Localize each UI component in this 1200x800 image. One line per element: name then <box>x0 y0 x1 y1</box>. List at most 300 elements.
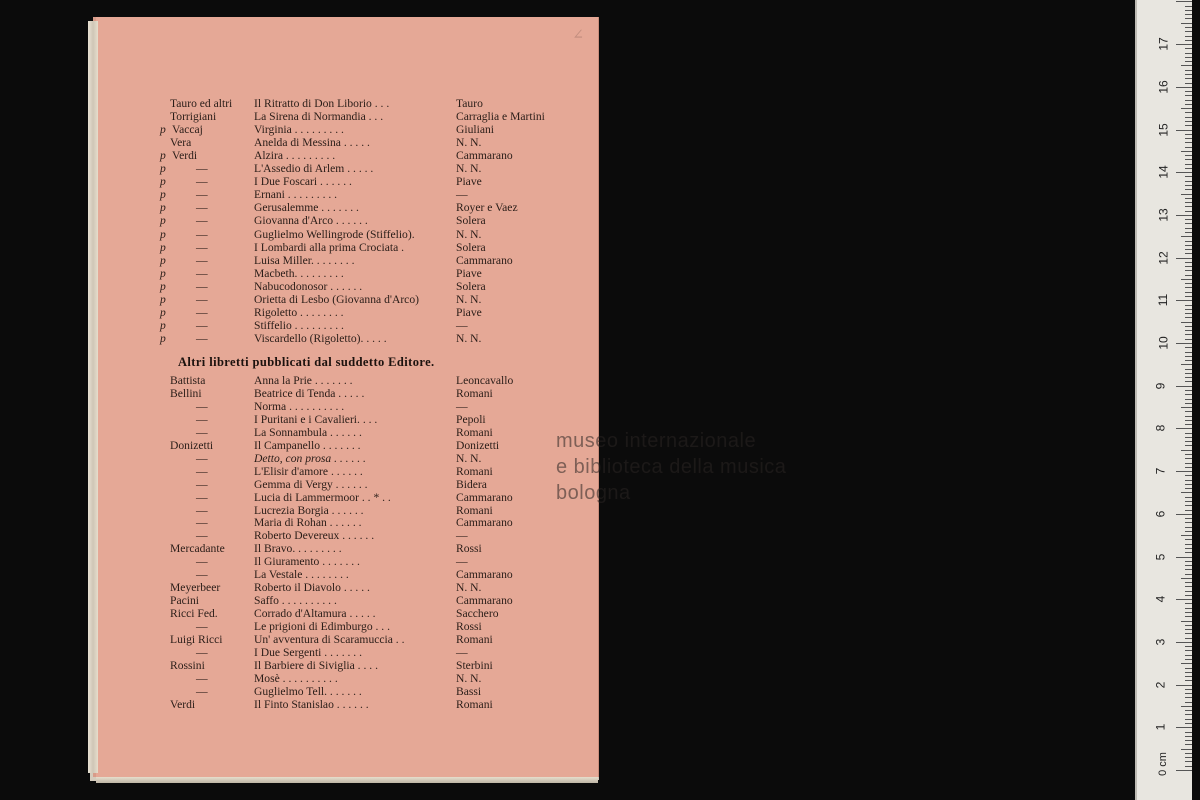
entry-librettist: Cammarano <box>456 490 513 504</box>
ruler-tick <box>1181 407 1192 408</box>
ruler-tick <box>1185 390 1192 391</box>
entry-title: Orietta di Lesbo (Giovanna d'Arco) <box>254 292 419 306</box>
entry-librettist: N. N. <box>456 162 482 176</box>
ruler-tick <box>1181 108 1192 109</box>
ruler-tick <box>1185 569 1192 570</box>
entry-title: Ernani . . . . . . . . . <box>254 188 338 202</box>
ruler-tick <box>1185 467 1192 468</box>
ruler-tick <box>1185 463 1192 464</box>
libretto-entry <box>96 698 598 711</box>
ruler-tick <box>1176 44 1192 45</box>
entry-librettist: Cammarano <box>456 516 513 530</box>
entry-librettist: Solera <box>456 279 486 293</box>
libretto-entry <box>96 516 598 529</box>
ruler-tick <box>1185 629 1192 630</box>
entry-title: I Due Sergenti . . . . . . . <box>254 645 362 659</box>
entry-title: Beatrice di Tenda . . . . . <box>254 386 365 400</box>
entry-title: Roberto Devereux . . . . . . <box>254 529 375 543</box>
ruler-tick <box>1185 633 1192 634</box>
ruler-tick <box>1185 744 1192 745</box>
entry-title: I Puritani e i Cavalieri. . . . <box>254 412 378 426</box>
entry-composer: — <box>196 318 208 332</box>
entry-title: Nabucodonosor . . . . . . <box>254 279 363 293</box>
ruler-tick <box>1185 672 1192 673</box>
entry-composer: — <box>196 240 208 254</box>
ruler-tick <box>1185 223 1192 224</box>
entry-composer: Bellini <box>170 386 202 400</box>
entry-librettist: N. N. <box>456 292 482 306</box>
entry-title: Il Finto Stanislao . . . . . . <box>254 697 369 711</box>
ruler-number: 11 <box>1156 294 1171 307</box>
ruler-number: 16 <box>1156 80 1171 94</box>
ruler-tick <box>1181 492 1192 493</box>
libretto-back-cover <box>96 17 599 777</box>
entry-composer: — <box>196 425 208 439</box>
entry-librettist: Romani <box>456 633 493 646</box>
entry-librettist: Cammarano <box>456 568 513 582</box>
ruler-tick <box>1181 364 1192 365</box>
ruler-tick <box>1181 749 1192 750</box>
ruler-tick <box>1185 57 1192 58</box>
entry-prefix: p <box>160 162 166 176</box>
entry-title: Guglielmo Tell. . . . . . . <box>254 684 362 698</box>
ruler-tick <box>1185 74 1192 75</box>
ruler-tick <box>1181 450 1192 451</box>
ruler-tick <box>1185 497 1192 498</box>
entry-composer: — <box>196 305 208 319</box>
ruler-number: 6 <box>1153 510 1168 518</box>
ruler-tick <box>1185 36 1192 37</box>
libretto-entry <box>96 594 598 607</box>
ruler-tick <box>1185 245 1192 246</box>
libretto-entry <box>96 175 598 188</box>
entry-title: La Sirena di Normandia . . . <box>254 110 384 124</box>
entry-librettist: N. N. <box>456 581 482 595</box>
entry-librettist: Rossi <box>456 542 482 556</box>
ruler-tick <box>1185 420 1192 421</box>
libretto-entry <box>96 607 598 620</box>
entry-title: Corrado d'Altamura . . . . . <box>254 607 376 621</box>
entry-prefix: p <box>160 292 166 306</box>
ruler-tick <box>1185 232 1192 233</box>
entry-composer: Ricci Fed. <box>170 607 218 621</box>
entry-librettist: — <box>456 399 468 413</box>
ruler-tick <box>1185 117 1192 118</box>
libretto-entry <box>96 620 598 633</box>
entry-composer: — <box>196 671 208 685</box>
entry-title: Viscardello (Rigoletto). . . . . <box>254 331 387 345</box>
ruler-tick <box>1185 565 1192 566</box>
entry-composer: — <box>196 516 208 530</box>
ruler-tick <box>1185 334 1192 335</box>
libretto-entry <box>96 542 598 555</box>
ruler-number: 5 <box>1153 553 1168 560</box>
ruler-tick <box>1185 27 1192 28</box>
entry-title: Gemma di Vergy . . . . . . <box>254 477 368 491</box>
ruler-tick <box>1185 680 1192 681</box>
ruler-tick <box>1185 198 1192 199</box>
libretto-entry <box>96 241 598 254</box>
ruler-tick <box>1185 125 1192 126</box>
entry-composer: — <box>196 568 208 582</box>
ruler-tick <box>1185 608 1192 609</box>
ruler-tick <box>1185 6 1192 7</box>
ruler-tick <box>1185 369 1192 370</box>
entry-composer: — <box>196 684 208 698</box>
entry-composer: Verdi <box>170 697 196 711</box>
ruler-tick <box>1185 53 1192 54</box>
ruler-tick <box>1185 394 1192 395</box>
ruler-tick <box>1176 471 1192 472</box>
entry-title: Il Ritratto di Don Liborio . . . <box>254 97 390 110</box>
ruler-tick <box>1185 574 1192 575</box>
ruler-tick <box>1185 112 1192 113</box>
libretto-entry <box>96 293 598 306</box>
libretto-entry <box>96 452 598 465</box>
entry-prefix: p <box>160 279 166 293</box>
entry-prefix: p <box>160 266 166 280</box>
ruler-tick <box>1176 770 1192 771</box>
ruler-tick <box>1176 685 1192 686</box>
libretto-entry <box>96 685 598 698</box>
entry-composer: — <box>196 555 208 569</box>
entry-prefix: p <box>160 175 166 189</box>
ruler-tick <box>1185 31 1192 32</box>
ruler-tick <box>1176 599 1192 600</box>
libretto-entry <box>96 136 598 149</box>
entry-prefix: p <box>160 201 166 215</box>
libretto-entry <box>96 110 598 123</box>
entry-composer: — <box>196 175 208 189</box>
libretto-entry <box>96 319 598 332</box>
ruler-tick <box>1185 591 1192 592</box>
ruler-number: 13 <box>1156 208 1171 222</box>
entry-composer: — <box>196 162 208 176</box>
entry-prefix: p <box>160 227 166 241</box>
ruler-number: 1 <box>1153 723 1168 731</box>
entry-librettist: Carraglia e Martini <box>456 110 545 124</box>
ruler-tick <box>1185 650 1192 651</box>
ruler-tick <box>1181 706 1192 707</box>
ruler-tick <box>1185 488 1192 489</box>
ruler-tick <box>1185 352 1192 353</box>
ruler-tick <box>1185 339 1192 340</box>
watermark-line-3: bologna <box>556 482 631 504</box>
section-heading: Altri libretti pubblicati dal suddetto Editore. <box>178 355 435 369</box>
ruler-tick <box>1176 642 1192 643</box>
ruler-tick <box>1185 61 1192 62</box>
ruler-tick <box>1185 147 1192 148</box>
entry-composer: Meyerbeer <box>170 581 221 595</box>
ruler-tick <box>1185 416 1192 417</box>
entry-composer: — <box>196 399 208 413</box>
entry-composer: — <box>196 464 208 478</box>
ruler-tick <box>1185 253 1192 254</box>
entry-title: La Sonnambula . . . . . . <box>254 425 362 439</box>
ruler-tick <box>1185 522 1192 523</box>
entry-title: Il Barbiere di Siviglia . . . . <box>254 658 378 672</box>
entry-librettist: Bassi <box>456 684 482 698</box>
ruler-tick <box>1185 142 1192 143</box>
ruler-tick <box>1185 241 1192 242</box>
entry-composer: — <box>196 477 208 491</box>
entry-composer: — <box>196 620 208 634</box>
libretto-entry <box>96 426 598 439</box>
ruler-tick <box>1185 266 1192 267</box>
ruler-tick <box>1185 78 1192 79</box>
ruler-tick <box>1185 505 1192 506</box>
ruler-tick <box>1185 646 1192 647</box>
entry-composer: — <box>196 451 208 465</box>
ruler-tick <box>1185 740 1192 741</box>
entry-title: Anna la Prie . . . . . . . <box>254 374 353 387</box>
entry-librettist: Leoncavallo <box>456 374 514 387</box>
entry-composer: — <box>196 292 208 306</box>
ruler-tick <box>1185 185 1192 186</box>
entry-title: Alzira . . . . . . . . . <box>254 149 336 163</box>
ruler-tick <box>1185 668 1192 669</box>
ruler-tick <box>1185 134 1192 135</box>
entry-composer: — <box>196 188 208 202</box>
ruler-tick <box>1185 18 1192 19</box>
ruler-tick <box>1181 194 1192 195</box>
entry-librettist: Romani <box>456 386 493 400</box>
entry-title: Le prigioni di Edimburgo . . . <box>254 620 391 634</box>
entry-title: Macbeth. . . . . . . . . <box>254 266 344 280</box>
entry-title: Il Campanello . . . . . . . <box>254 438 361 452</box>
ruler-tick <box>1185 539 1192 540</box>
entry-librettist: N. N. <box>456 227 482 241</box>
entry-title: Guglielmo Wellingrode (Stiffelio). <box>254 227 415 241</box>
ruler-tick <box>1181 322 1192 323</box>
entry-composer: Tauro ed altri <box>170 97 233 110</box>
entry-title: Virginia . . . . . . . . . <box>254 123 344 137</box>
libretto-entry <box>96 646 598 659</box>
libretto-entry <box>96 280 598 293</box>
entry-composer: — <box>196 214 208 228</box>
ruler-tick <box>1185 95 1192 96</box>
ruler-tick <box>1185 638 1192 639</box>
ruler-tick <box>1181 65 1192 66</box>
entry-composer: — <box>196 201 208 215</box>
ruler-tick <box>1185 403 1192 404</box>
ruler-tick <box>1185 70 1192 71</box>
entry-librettist: — <box>456 645 468 659</box>
ruler-tick <box>1185 14 1192 15</box>
ruler-tick <box>1185 373 1192 374</box>
ruler-tick <box>1185 757 1192 758</box>
entry-prefix: p <box>160 253 166 267</box>
libretto-entry <box>96 478 598 491</box>
ruler-tick <box>1185 159 1192 160</box>
entry-librettist: — <box>456 529 468 543</box>
page-corner-mark: ∠ <box>572 28 584 43</box>
ruler-tick <box>1185 275 1192 276</box>
entry-librettist: Solera <box>456 240 486 254</box>
ruler-tick <box>1185 168 1192 169</box>
ruler-tick <box>1185 586 1192 587</box>
ruler-tick <box>1185 527 1192 528</box>
entry-title: Gerusalemme . . . . . . . <box>254 201 359 215</box>
ruler-tick <box>1185 330 1192 331</box>
ruler-number: 14 <box>1156 165 1171 179</box>
ruler-tick <box>1185 287 1192 288</box>
ruler-tick <box>1185 164 1192 165</box>
libretto-entry <box>96 97 598 110</box>
ruler-tick <box>1185 616 1192 617</box>
ruler-tick <box>1185 736 1192 737</box>
entry-librettist: N. N. <box>456 451 482 465</box>
ruler-tick <box>1185 206 1192 207</box>
watermark-line-1: museo internazionale <box>556 430 757 452</box>
ruler-tick <box>1185 309 1192 310</box>
ruler-tick <box>1185 544 1192 545</box>
entry-librettist: Giuliani <box>456 123 494 137</box>
ruler-tick <box>1185 10 1192 11</box>
ruler-tick <box>1185 714 1192 715</box>
ruler-tick <box>1185 548 1192 549</box>
ruler-tick <box>1185 219 1192 220</box>
libretto-entry <box>96 491 598 504</box>
entry-composer: — <box>196 227 208 241</box>
libretto-entry <box>96 374 598 387</box>
entry-prefix: p <box>160 188 166 202</box>
ruler-tick <box>1176 87 1192 88</box>
entry-composer: Torrigiani <box>170 110 217 124</box>
ruler-number: 17 <box>1156 37 1171 51</box>
ruler-tick <box>1185 48 1192 49</box>
ruler-tick <box>1176 343 1192 344</box>
ruler-tick <box>1185 441 1192 442</box>
entry-librettist: — <box>456 555 468 569</box>
ruler-tick <box>1185 595 1192 596</box>
entry-title: L'Elisir d'amore . . . . . . <box>254 464 363 478</box>
libretto-entry <box>96 123 598 136</box>
entry-librettist: Romani <box>456 503 493 517</box>
entry-prefix: p <box>160 331 166 345</box>
ruler-tick <box>1176 386 1192 387</box>
entry-librettist: Piave <box>456 266 482 280</box>
libretto-entry <box>96 439 598 452</box>
ruler-number: 15 <box>1156 122 1171 137</box>
ruler-tick <box>1185 625 1192 626</box>
entry-composer: — <box>196 331 208 345</box>
entry-librettist: Piave <box>456 305 482 319</box>
ruler-tick <box>1185 501 1192 502</box>
ruler-tick <box>1185 676 1192 677</box>
ruler-tick <box>1185 202 1192 203</box>
ruler-tick <box>1185 377 1192 378</box>
ruler-tick <box>1185 480 1192 481</box>
ruler-tick <box>1185 317 1192 318</box>
entry-librettist: Bidera <box>456 477 487 491</box>
ruler-unit-label: 0 cm <box>1156 752 1169 776</box>
ruler-tick <box>1185 702 1192 703</box>
entry-composer: Verdi <box>172 149 198 163</box>
ruler-tick <box>1181 236 1192 237</box>
ruler-tick <box>1181 151 1192 152</box>
libretto-entry <box>96 400 598 413</box>
entry-prefix: p <box>160 305 166 319</box>
ruler-tick <box>1176 727 1192 728</box>
ruler-tick <box>1185 659 1192 660</box>
entry-title: Giovanna d'Arco . . . . . . <box>254 214 368 228</box>
ruler-tick <box>1185 582 1192 583</box>
ruler-tick <box>1185 91 1192 92</box>
entry-title: L'Assedio di Arlem . . . . . <box>254 162 374 176</box>
ruler-tick <box>1185 723 1192 724</box>
entry-title: Mosè . . . . . . . . . . <box>254 671 338 685</box>
entry-title: La Vestale . . . . . . . . <box>254 568 349 582</box>
ruler-number: 3 <box>1153 638 1168 646</box>
ruler-number: 4 <box>1153 595 1168 603</box>
entry-title: Stiffelio . . . . . . . . . <box>254 318 344 332</box>
libretto-entry <box>96 162 598 175</box>
libretto-entry <box>96 465 598 478</box>
entry-composer: Rossini <box>170 658 205 672</box>
entry-librettist: Solera <box>456 214 486 228</box>
measurement-ruler <box>1135 0 1192 800</box>
libretto-entry <box>96 188 598 201</box>
ruler-tick <box>1185 313 1192 314</box>
ruler-tick <box>1185 732 1192 733</box>
ruler-tick <box>1185 766 1192 767</box>
libretto-entry <box>96 581 598 594</box>
ruler-tick <box>1185 100 1192 101</box>
ruler-tick <box>1185 326 1192 327</box>
entry-title: Norma . . . . . . . . . . <box>254 399 345 413</box>
entry-title: Lucia di Lammermoor . . * . . <box>254 490 391 504</box>
ruler-tick <box>1185 411 1192 412</box>
entry-title: Saffo . . . . . . . . . . <box>254 594 337 608</box>
ruler-tick <box>1181 578 1192 579</box>
entry-title: Roberto il Diavolo . . . . . <box>254 581 370 595</box>
libretto-entry <box>96 504 598 517</box>
entry-librettist: Tauro <box>456 97 483 110</box>
entry-composer: — <box>196 503 208 517</box>
entry-librettist: Donizetti <box>456 438 500 452</box>
entry-composer: Mercadante <box>170 542 225 556</box>
ruler-tick <box>1185 424 1192 425</box>
entry-composer: — <box>196 645 208 659</box>
ruler-tick <box>1185 753 1192 754</box>
ruler-tick <box>1176 130 1192 131</box>
entry-librettist: Royer e Vaez <box>456 201 518 215</box>
ruler-tick <box>1185 518 1192 519</box>
ruler-tick <box>1185 262 1192 263</box>
entry-composer: Donizetti <box>170 438 214 452</box>
entry-librettist: N. N. <box>456 331 482 345</box>
ruler-tick <box>1185 40 1192 41</box>
libretto-entry <box>96 529 598 542</box>
libretto-entry <box>96 332 598 345</box>
ruler-tick <box>1185 693 1192 694</box>
libretto-entry <box>96 555 598 568</box>
entry-title: I Lombardi alla prima Crociata . <box>254 240 405 254</box>
ruler-tick <box>1176 258 1192 259</box>
ruler-tick <box>1181 279 1192 280</box>
ruler-number: 10 <box>1156 336 1171 350</box>
libretto-entry <box>96 672 598 685</box>
ruler-number: 9 <box>1153 382 1168 390</box>
ruler-tick <box>1185 249 1192 250</box>
libretto-entry <box>96 267 598 280</box>
ruler-tick <box>1185 458 1192 459</box>
ruler-number: 12 <box>1156 250 1171 265</box>
entry-composer: — <box>196 266 208 280</box>
ruler-tick <box>1185 305 1192 306</box>
ruler-tick <box>1185 510 1192 511</box>
